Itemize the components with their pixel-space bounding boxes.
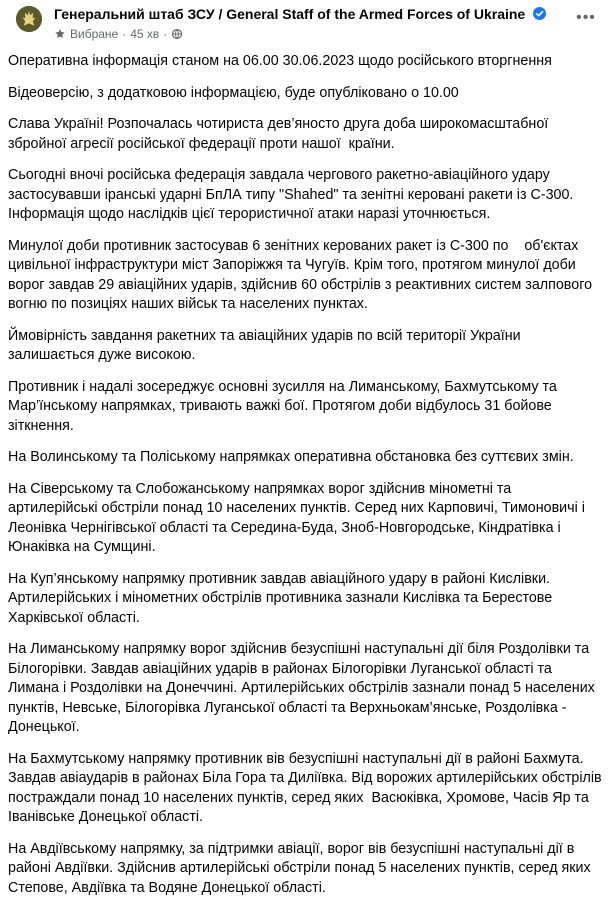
meta-separator: · [122, 27, 127, 41]
post-paragraph-1: Оперативна інформація станом на 06.00 30.06.2023 щодо російського вторгнення [8, 53, 552, 69]
globe-icon[interactable] [171, 28, 183, 40]
favorite-label: Вибране [70, 27, 119, 41]
star-icon [54, 28, 66, 40]
post-paragraph-9: На Сіверському та Слобожанському напрямках ворог здійснив мінометні та артилерійські обстріли понад 10 населених пунктів. Серед них Карповичі, Тимоновичі і Леонівка Чернігівської області та Середина-Буда, Зноб-Новгородське, Кіндратівка і Юнаківка на Сумщині. [8, 480, 589, 555]
post-paragraph-3: Слава Україні! Розпочалась чотириста дев’яносто друга доба широкомасштабної збройної агресії російської федерації проти нашої країни. [8, 116, 553, 152]
post-header [0, 0, 612, 52]
post-paragraph-6: Ймовірність завдання ракетних та авіаційних ударів по всій території України залишається дуже високою. [8, 327, 525, 363]
post-paragraph-11: На Лиманському напрямку ворог здійснив безуспішні наступальні дії біля Роздолівки та Білогорівки. Завдав авіаційних ударів в районах Білогорівки Луганської області та Лимана і Роздолівки на Донеччині. Артилерійських обстрілів зазнали понад 5 населених пунктів, Невське, Білогорівка Луганської області та Верхньокам’янське, Роздолівка - Донецької. [8, 641, 599, 735]
post-paragraph-5: Минулої доби противник застосував 6 зенітних керованих ракет із С-300 по об'єктах цивільної інфраструктури міст Запоріжжя та Чугуїв. Крім того, протягом минулої доби ворог завдав 29 авіаційних ударів, здійснив 60 обстрілів з реактивних систем залпового вогню по позиціях наших військ та населених пунктах. [8, 237, 597, 312]
coat-of-arms-icon [16, 6, 42, 32]
verified-badge-icon [533, 7, 546, 20]
post-paragraph-2: Відеоверсію, з додатковою інформацією, буде опубліковано о 10.00 [8, 84, 459, 101]
post-paragraph-4: Сьогодні вночі російська федерація завдала чергового ракетно-авіаційного удару застосувавши іранські ударні БпЛА типу "Shahed" та зенітні керовані ракети із С-300. Інформація щодо наслідків цієї терористичної атаки наразі уточнюється. [8, 167, 578, 222]
post-paragraph-12: На Бахмутському напрямку противник вів безуспішні наступальні дії в районі Бахмута. Завдав авіаударів в районах Біла Гора та Диліївка. Від ворожих артилерійських обстрілів постраждали понад 10 населених пунктів, серед яких Васюківка, Хромове, Часів Яр та Іванівське Донецької області. [8, 750, 606, 825]
post-paragraph-10: На Куп’янському напрямку противник завдав авіаційного удару в районі Кислівки. Артилерійських і мінометних обстрілів противника зазнали Кислівка та Берестове Харківської області. [8, 570, 557, 626]
post-time[interactable]: 45 хв [130, 27, 160, 41]
meta-privacy-separator: · [163, 27, 168, 41]
post-paragraph-8: На Волинському та Поліському напрямках оперативна обстановка без суттєвих змін. [8, 449, 574, 465]
post-paragraph-7: Противник і надалі зосереджує основні зусилля на Лиманському, Бахмутському та Мар’їнському напрямках, тривають важкі бої. Протягом доби відбулось 31 бойове зіткнення. [8, 378, 561, 434]
author-name[interactable]: Генеральний штаб ЗСУ / General Staff of the Armed Forces of Ukraine [54, 6, 526, 22]
page-avatar[interactable] [16, 6, 42, 32]
post-meta [54, 27, 183, 41]
post-paragraph-13: На Авдіївському напрямку, за підтримки авіації, ворог вів безуспішні наступальні дії в районі Авдіївки. Здійснив артилерійські обстріли понад 5 населених пунктів, серед яких Степове, Авдіївка та Водяне Донецької області. [8, 840, 595, 896]
post-content [8, 52, 604, 910]
more-icon[interactable]: ••• [576, 9, 596, 26]
post-author[interactable] [54, 6, 546, 22]
